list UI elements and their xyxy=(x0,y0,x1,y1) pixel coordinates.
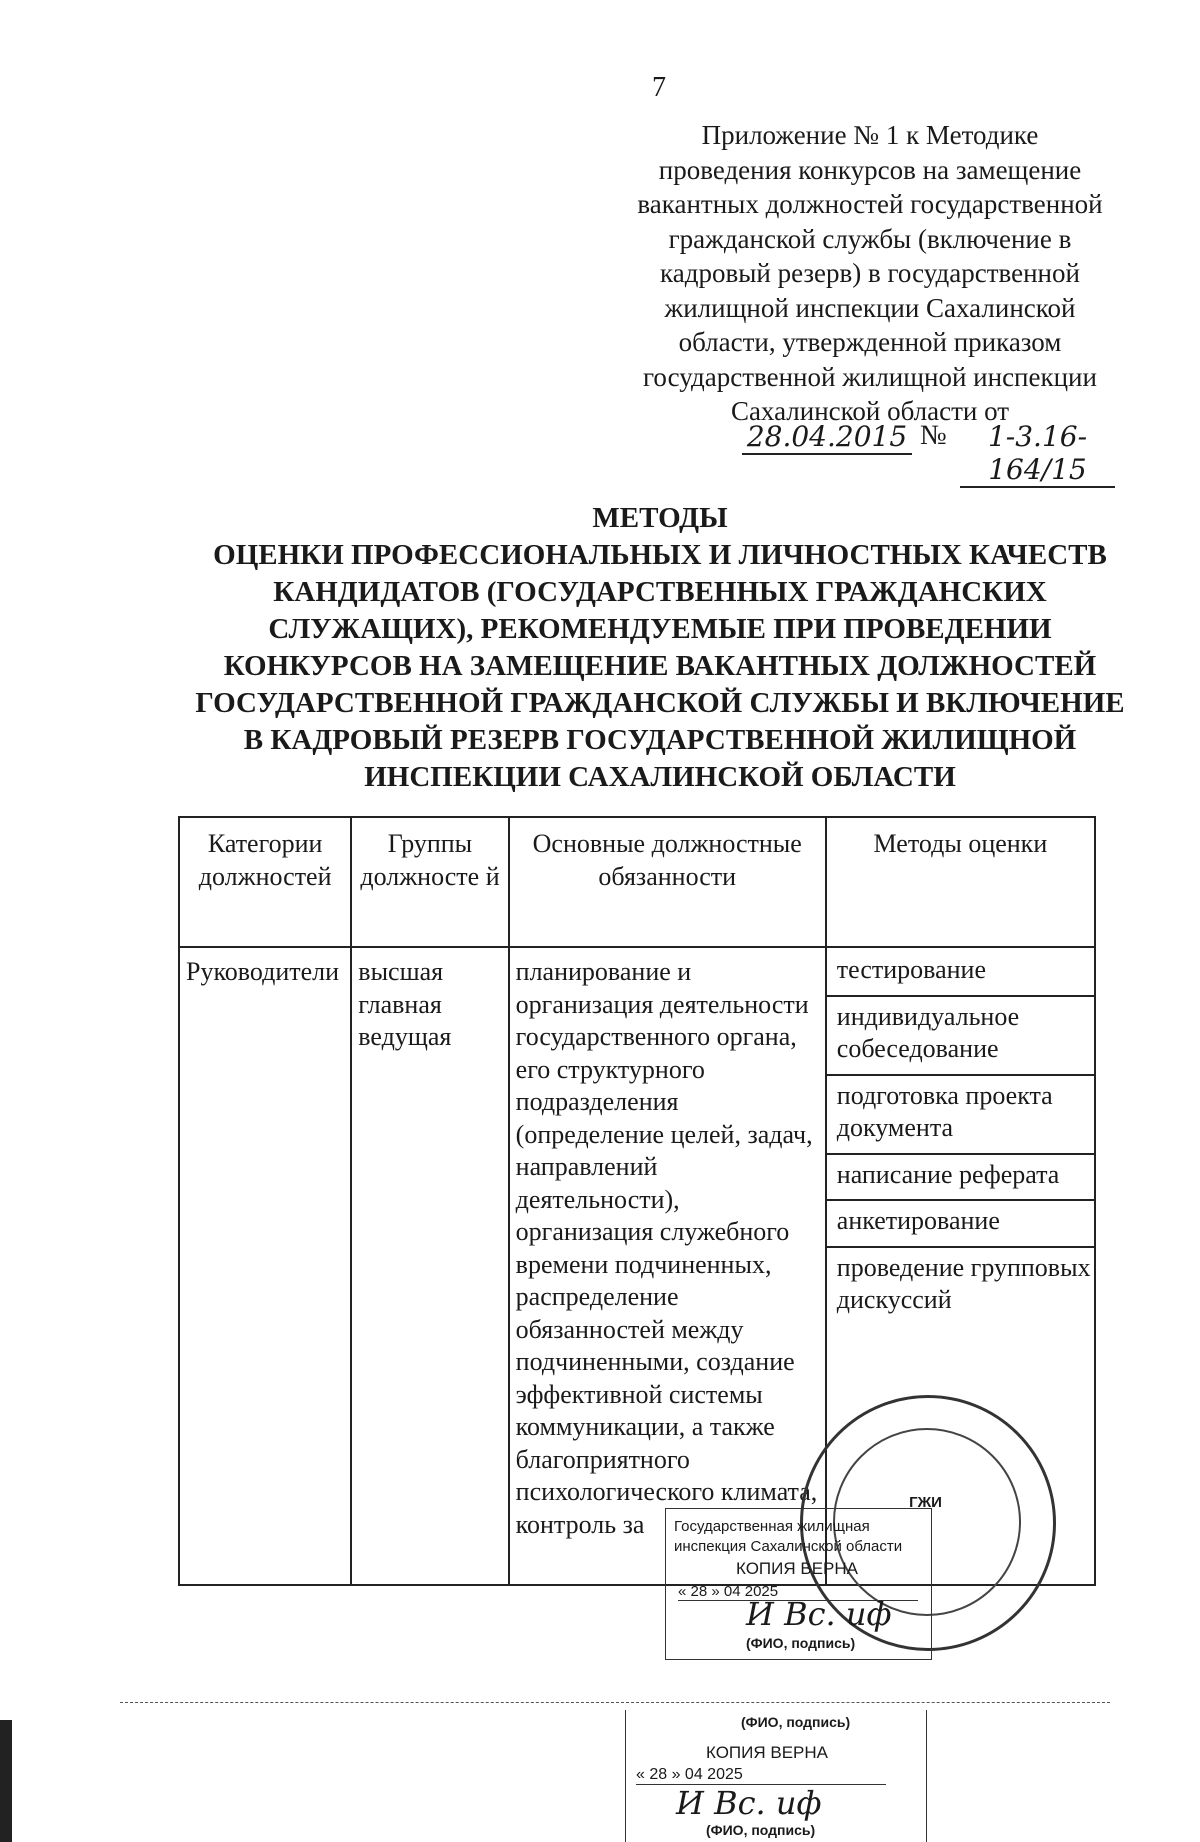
method-item: проведение групповых дискуссий xyxy=(836,1252,1091,1314)
group-item: главная xyxy=(358,989,442,1019)
page-number: 7 xyxy=(652,72,666,103)
appendix-line: вакантных должностей государственной xyxy=(637,189,1103,219)
appendix-line: Приложение № 1 к Методике xyxy=(701,120,1039,150)
order-number-handwritten: 1-3.16-164/15 xyxy=(960,420,1115,488)
method-item: написание реферата xyxy=(827,1155,1094,1202)
title-line: СЛУЖАЩИХ), РЕКОМЕНДУЕМЫЕ ПРИ ПРОВЕДЕНИИ xyxy=(268,613,1052,645)
certified-copy-stamp-lower xyxy=(625,1710,927,1842)
copy-verified-label: КОПИЯ ВЕРНА xyxy=(736,1559,859,1578)
appendix-line: Сахалинской области от xyxy=(730,396,1010,426)
copy-stamp-org: Государственная жилищная инспекция Сахалинской области xyxy=(674,1518,903,1555)
header-duties: Основные должностные обязанности xyxy=(509,817,826,947)
appendix-line: государственной жилищной инспекции xyxy=(643,361,1097,392)
copy-fio-label: (ФИО, подпись) xyxy=(746,1635,856,1651)
copy-verified-label: КОПИЯ ВЕРНА xyxy=(706,1743,829,1762)
title-line: МЕТОДЫ xyxy=(592,502,728,534)
appendix-line: области, утвержденной приказом xyxy=(678,327,1062,357)
method-item: анкетирование xyxy=(827,1201,1094,1248)
document-title xyxy=(180,500,1140,796)
appendix-line: кадровый резерв) в государственной xyxy=(660,258,1080,288)
title-line: В КАДРОВЫЙ РЕЗЕРВ ГОСУДАРСТВЕННОЙ ЖИЛИЩНОЙ xyxy=(243,724,1077,756)
table-header-row xyxy=(179,817,1095,947)
title-line: ГОСУДАРСТВЕННОЙ ГРАЖДАНСКОЙ СЛУЖБЫ И ВКЛЮЧЕНИЕ xyxy=(195,687,1125,719)
handwritten-signature: И Вс. иф xyxy=(676,1784,822,1822)
appendix-line: гражданской службы (включение в xyxy=(668,223,1072,254)
copy-date: « 28 » 04 2025 xyxy=(636,1766,886,1785)
order-number-label: № xyxy=(920,420,947,451)
cell-duties: планирование и организация деятельности государственного органа, его структурного подразделения (определение целей, задач, направлений деятельности), организация служебного времени подчиненных, распределение обязанностей между подчиненными, создание эффективной системы коммуникации, а также благоприятного психологического климата, контроль за xyxy=(509,947,826,1585)
cell-category: Руководители xyxy=(179,947,351,1585)
group-item: ведущая xyxy=(358,1022,452,1051)
page-cut-line xyxy=(120,1702,1110,1703)
title-line: КОНКУРСОВ НА ЗАМЕЩЕНИЕ ВАКАНТНЫХ ДОЛЖНОСТЕЙ xyxy=(223,650,1097,682)
method-item: подготовка проекта документа xyxy=(827,1076,1094,1155)
title-line: ОЦЕНКИ ПРОФЕССИОНАЛЬНЫХ И ЛИЧНОСТНЫХ КАЧЕСТВ xyxy=(213,539,1107,571)
copy-fio-label: (ФИО, подпись) xyxy=(706,1822,816,1838)
group-item: высшая xyxy=(358,957,444,986)
header-groups: Группы должносте й xyxy=(351,817,508,947)
seal-text: ГЖИ xyxy=(909,1494,942,1511)
cell-groups xyxy=(351,947,508,1585)
header-category: Категории должностей xyxy=(179,817,351,947)
title-line: ИНСПЕКЦИИ САХАЛИНСКОЙ ОБЛАСТИ xyxy=(364,761,956,793)
scan-edge-mark xyxy=(0,1720,12,1842)
header-methods: Методы оценки xyxy=(826,817,1095,947)
handwritten-signature: И Вс. иф xyxy=(746,1595,892,1633)
appendix-line: проведения конкурсов на замещение xyxy=(658,154,1082,185)
copy-date: « 28 » 04 2025 xyxy=(678,1583,918,1601)
title-line: КАНДИДАТОВ (ГОСУДАРСТВЕННЫХ ГРАЖДАНСКИХ xyxy=(273,576,1047,608)
order-date-handwritten: 28.04.2015 xyxy=(742,420,912,455)
copy-fio-top-label: (ФИО, подпись) xyxy=(741,1714,851,1730)
method-item: индивидуальное собеседование xyxy=(827,997,1094,1076)
appendix-header xyxy=(620,118,1120,429)
method-item: тестирование xyxy=(827,950,1094,997)
appendix-line: жилищной инспекции Сахалинской xyxy=(664,292,1076,323)
certified-copy-stamp xyxy=(665,1508,932,1660)
